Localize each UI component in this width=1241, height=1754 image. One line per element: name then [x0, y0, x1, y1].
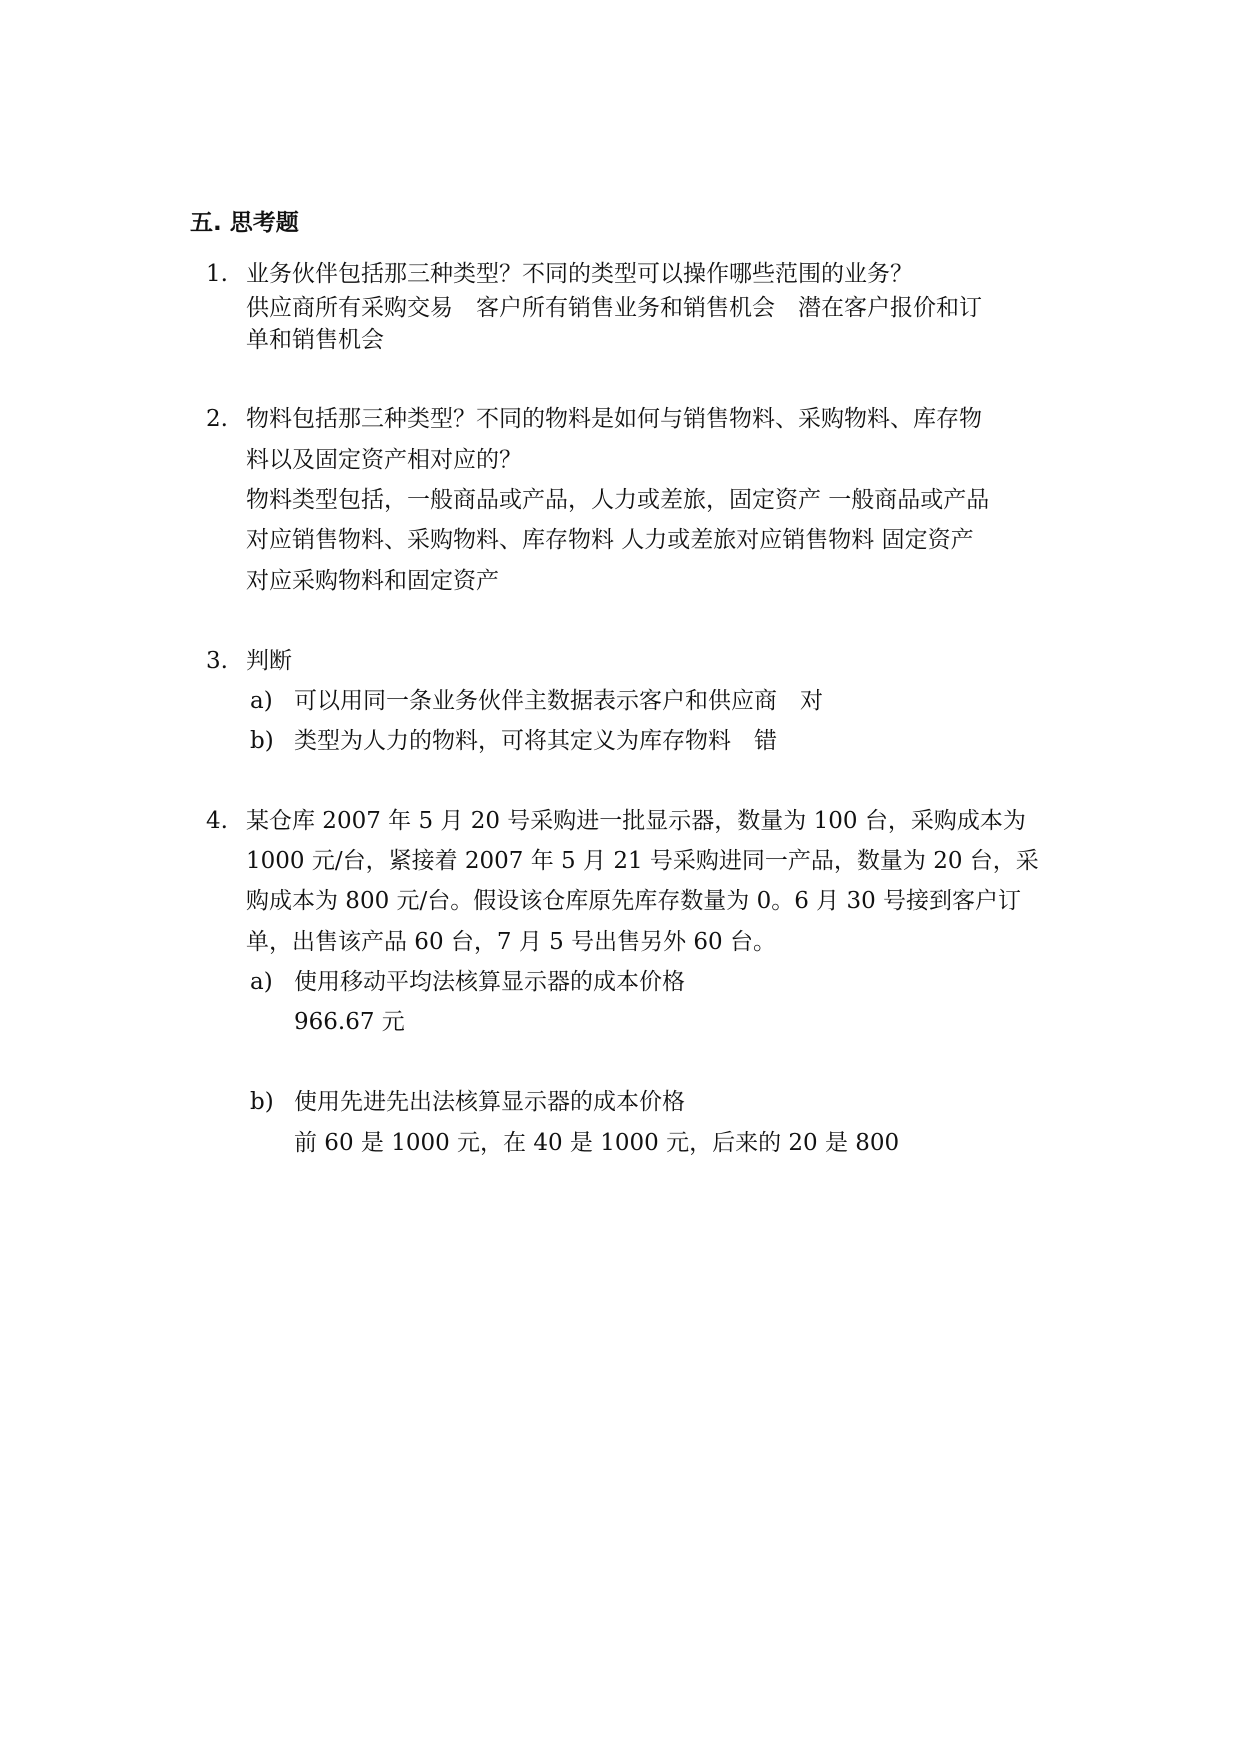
q3-item-b-label: b): [250, 728, 274, 754]
q4-b-label: b): [250, 1089, 274, 1115]
q3-title: 判断: [246, 648, 292, 674]
q4-line3: 购成本为 800 元/台。假设该仓库原先库存数量为 0。6 月 30 号接到客户订: [246, 888, 1022, 914]
section-heading: 五. 思考题: [190, 210, 299, 236]
q3-item-a-text: 可以用同一条业务伙伴主数据表示客户和供应商 对: [294, 688, 823, 714]
q1-number: 1.: [206, 261, 228, 287]
q1-question: 业务伙伴包括那三种类型？不同的类型可以操作哪些范围的业务？: [246, 261, 913, 287]
q2-question-line2: 料以及固定资产相对应的？: [246, 447, 522, 473]
q4-line1: 某仓库 2007 年 5 月 20 号采购进一批显示器，数量为 100 台，采购成本为: [246, 808, 1026, 834]
q4-b-text: 使用先进先出法核算显示器的成本价格: [294, 1089, 685, 1115]
q4-a-text: 使用移动平均法核算显示器的成本价格: [294, 969, 685, 995]
q4-line2: 1000 元/台，紧接着 2007 年 5 月 21 号采购进同一产品，数量为 20 台，采: [246, 848, 1039, 874]
q2-answer-line3: 对应采购物料和固定资产: [246, 568, 499, 594]
q4-line4: 单，出售该产品 60 台，7 月 5 号出售另外 60 台。: [246, 929, 776, 955]
q3-number: 3.: [206, 648, 228, 674]
q2-answer-line2: 对应销售物料、采购物料、库存物料 人力或差旅对应销售物料 固定资产: [246, 527, 974, 553]
q4-a-answer: 966.67 元: [294, 1009, 405, 1035]
q2-answer-line1: 物料类型包括，一般商品或产品，人力或差旅，固定资产 一般商品或产品: [246, 487, 990, 513]
q2-question-line1: 物料包括那三种类型？不同的物料是如何与销售物料、采购物料、库存物: [246, 406, 982, 432]
q4-b-answer: 前 60 是 1000 元，在 40 是 1000 元，后来的 20 是 800: [294, 1130, 900, 1156]
q3-item-b-text: 类型为人力的物料，可将其定义为库存物料 错: [294, 728, 777, 754]
q3-item-a-label: a): [250, 688, 273, 714]
q1-answer-line2: 单和销售机会: [246, 327, 384, 353]
q1-answer-line1: 供应商所有采购交易 客户所有销售业务和销售机会 潜在客户报价和订: [246, 295, 982, 321]
q4-number: 4.: [206, 808, 228, 834]
q4-a-label: a): [250, 969, 273, 995]
q2-number: 2.: [206, 406, 228, 432]
